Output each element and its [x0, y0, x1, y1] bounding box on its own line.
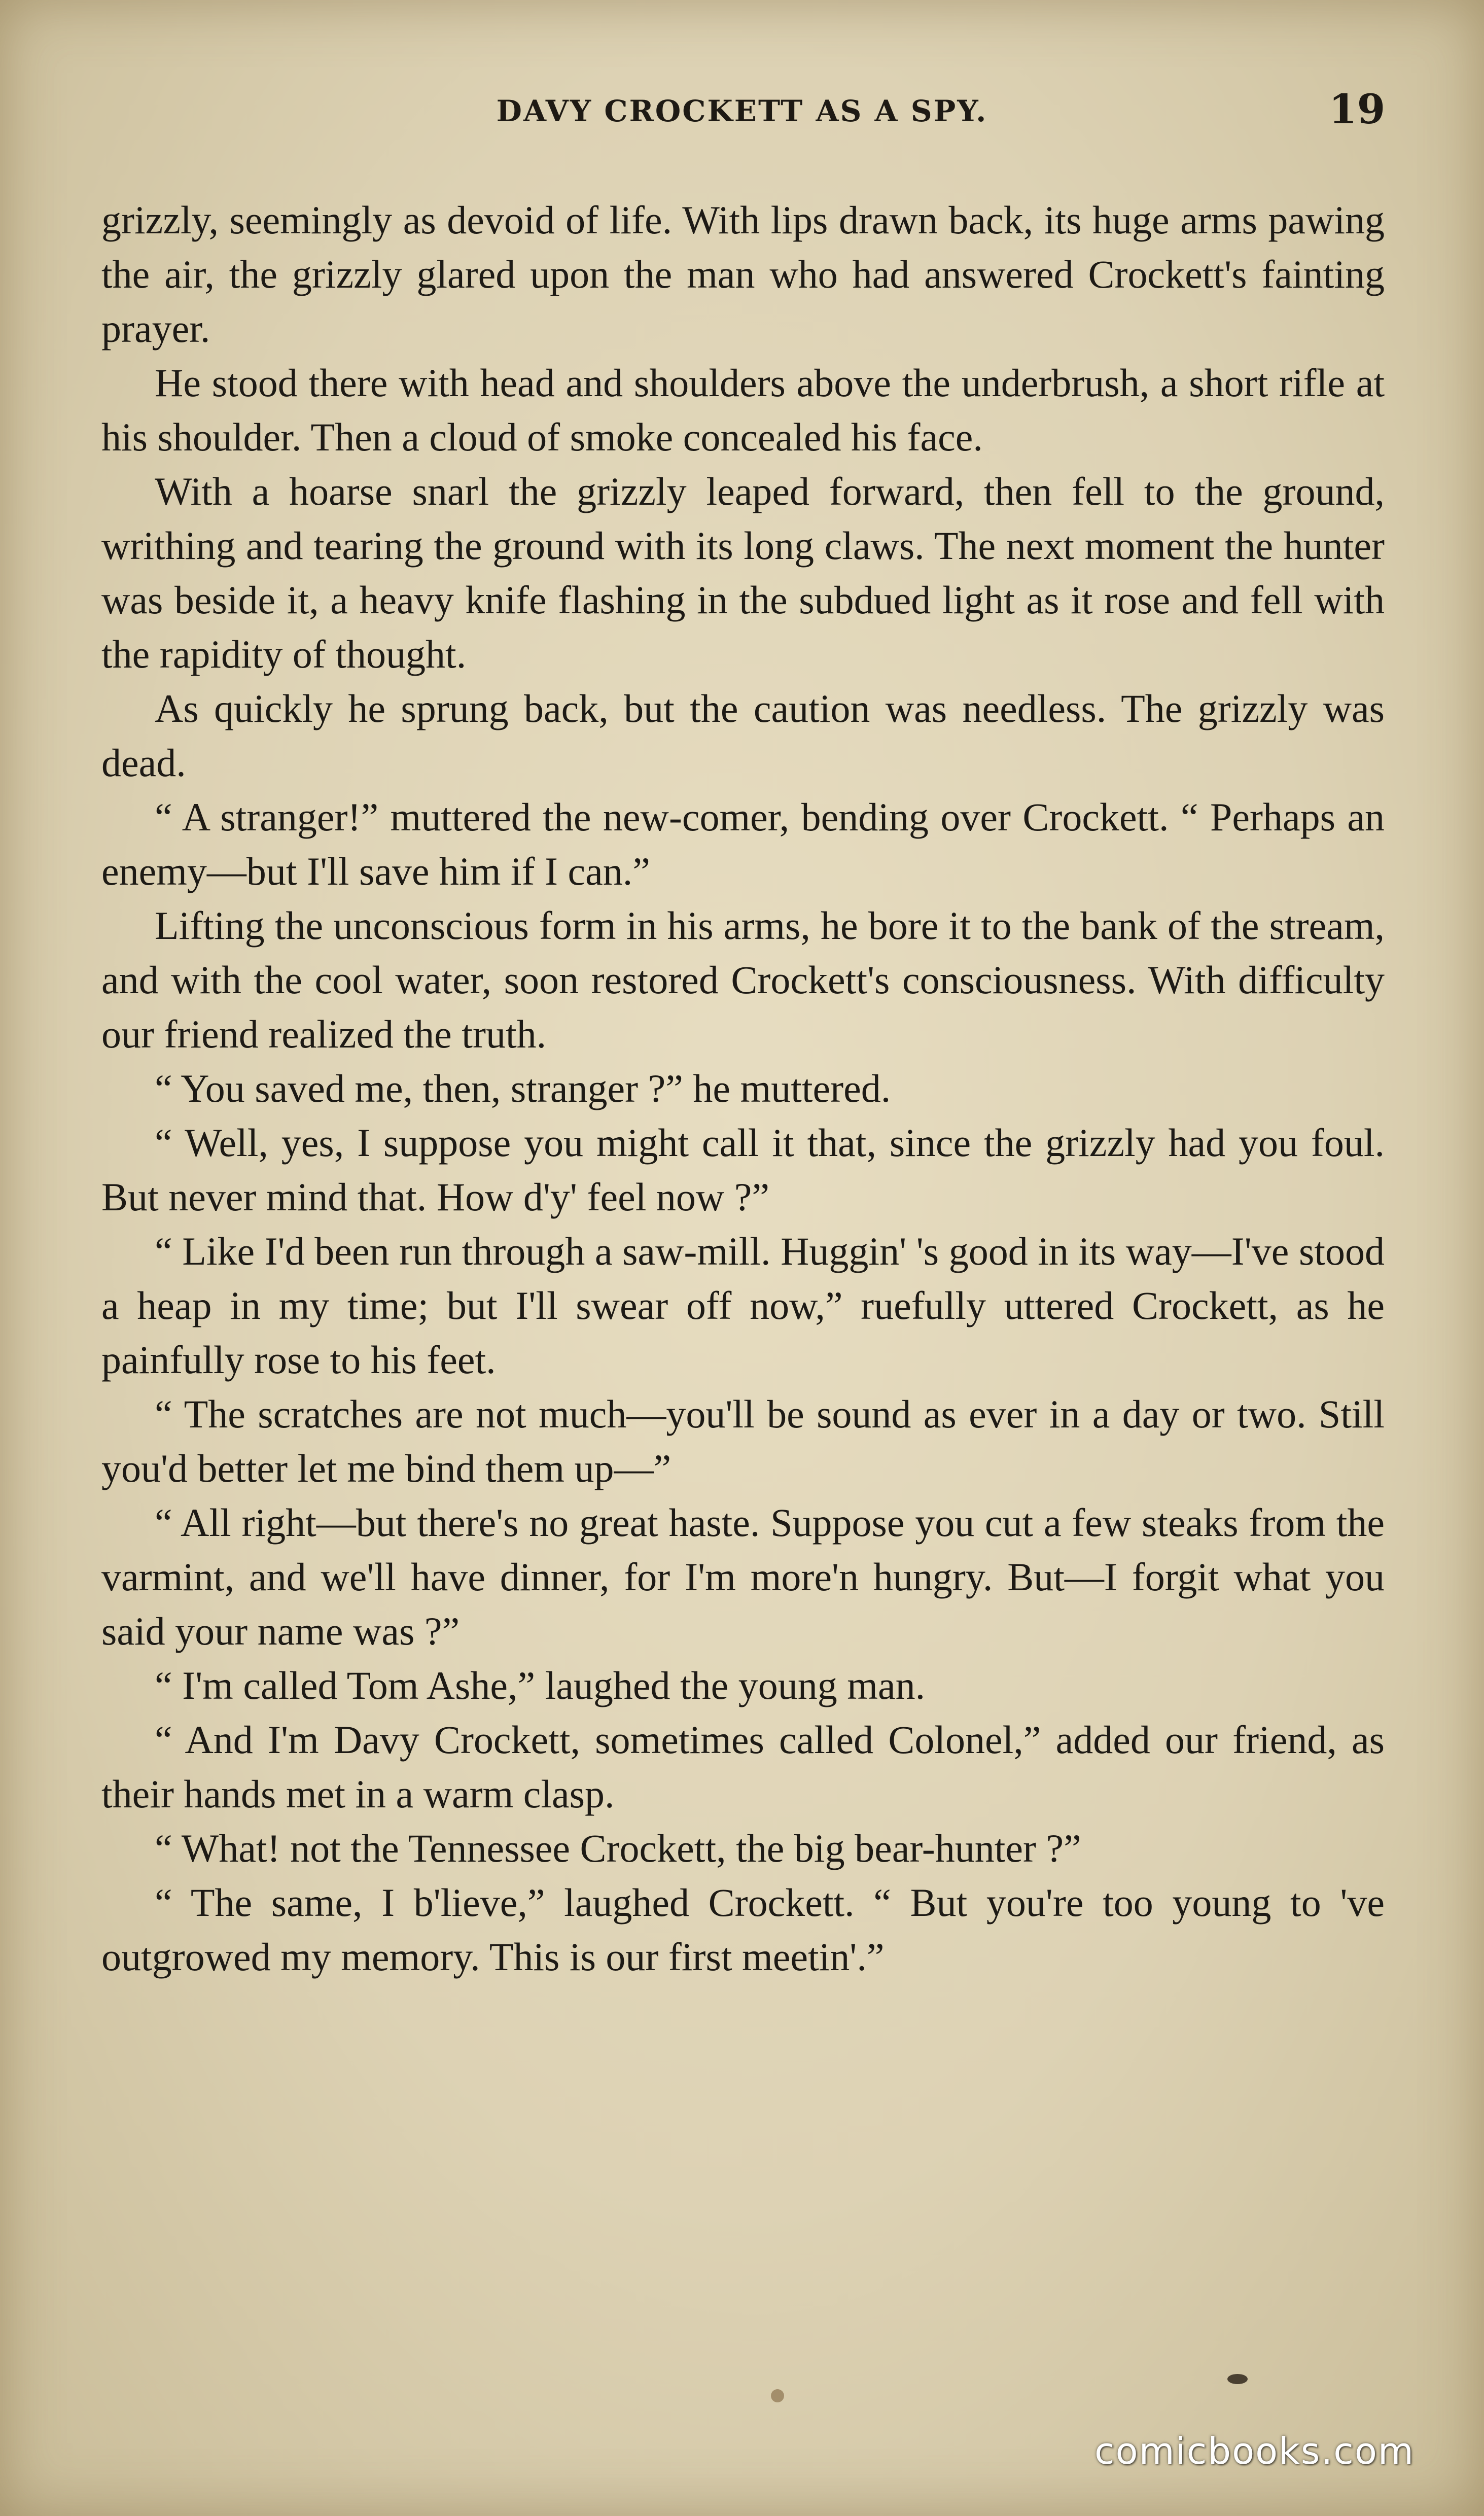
paragraph: Lifting the unconscious form in his arms, he bore it to the bank of the stream, and with the cool water, soon restored Crockett's consciousness. With difficulty our friend realized the truth.: [101, 903, 1385, 1056]
page-number: 19: [1329, 85, 1386, 133]
paragraph: “ And I'm Davy Crockett, sometimes called Colonel,” added our friend, as their hands met in a warm clasp.: [101, 1718, 1385, 1816]
paragraph: “ All right—but there's no great haste. Suppose you cut a few steaks from the varmint, and we'll have dinner, for I'm more'n hungry. But—I forgit what you said your name was ?”: [101, 1500, 1385, 1653]
paragraph: He stood there with head and shoulders above the underbrush, a short rifle at his shoulder. Then a cloud of smoke concealed his face.: [101, 361, 1385, 459]
paragraph: “ The same, I b'lieve,” laughed Crockett. “ But you're too young to 've outgrowed my memory. This is our first meetin'.”: [101, 1880, 1385, 1979]
paragraph: grizzly, seemingly as devoid of life. With lips drawn back, its huge arms pawing the air, the grizzly glared upon the man who had answered Crockett's fainting prayer.: [101, 198, 1385, 351]
paragraph: With a hoarse snarl the grizzly leaped forward, then fell to the ground, writhing and tearing the ground with its long claws. The next moment the hunter was beside it, a heavy knife flashing in the subdued light as it rose and fell with the rapidity of thought.: [101, 469, 1385, 676]
paragraph: “ Like I'd been run through a saw-mill. Huggin' 's good in its way—I've stood a heap in my time; but I'll swear off now,” ruefully uttered Crockett, as he painfully rose to his feet.: [101, 1229, 1385, 1382]
ink-stain: [771, 2389, 784, 2402]
paragraph: As quickly he sprung back, but the caution was needless. The grizzly was dead.: [101, 686, 1385, 785]
paragraph: “ A stranger!” muttered the new-comer, bending over Crockett. “ Perhaps an enemy—but I'll save him if I can.”: [101, 795, 1385, 893]
watermark-text: comicbooks.com: [1094, 2430, 1415, 2472]
paragraph: “ What! not the Tennessee Crockett, the big bear-hunter ?”: [155, 1826, 1081, 1870]
running-title: DAVY CROCKETT AS A SPY.: [496, 94, 988, 128]
paragraph: “ I'm called Tom Ashe,” laughed the young man.: [155, 1663, 926, 1707]
paragraph: “ Well, yes, I suppose you might call it that, since the grizzly had you foul. But never mind that. How d'y' feel now ?”: [101, 1121, 1385, 1219]
body-text: [101, 193, 1385, 1984]
paragraph: “ You saved me, then, stranger ?” he muttered.: [155, 1066, 891, 1110]
paragraph: “ The scratches are not much—you'll be sound as ever in a day or two. Still you'd better let me bind them up—”: [101, 1392, 1385, 1490]
ink-stain: [1227, 2374, 1248, 2384]
